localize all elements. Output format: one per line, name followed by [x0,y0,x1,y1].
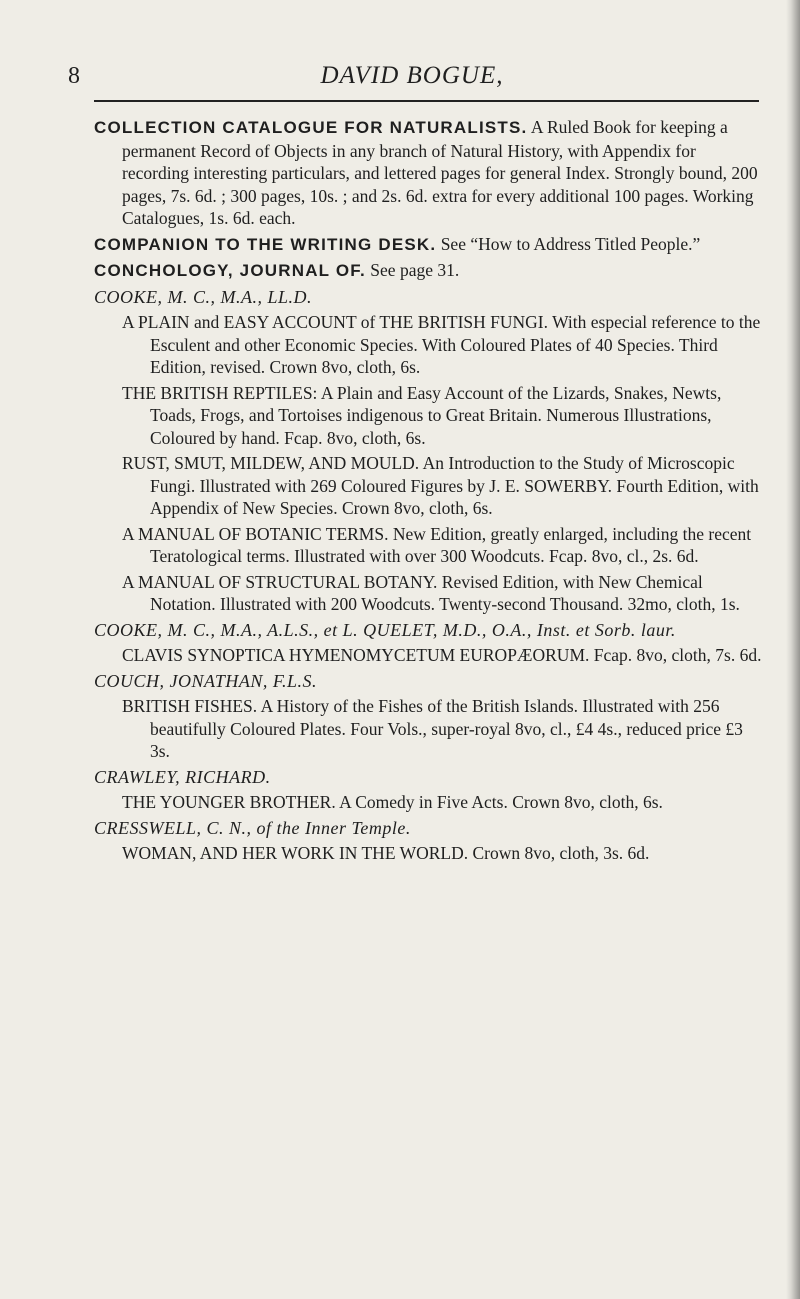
entry-description: Crown 8vo, cloth, 3s. 6d. [472,843,650,863]
entry-title: COMPANION TO THE WRITING DESK. [94,234,437,254]
entry-description: A Ruled Book for keeping a permanent Record of Objects in any branch of Natural History, with Appendix for recording interesting particulars, and lettered pages for general Index. Strongly bound, 200 pages, 7s. 6d. ; 300 pages, 10s. ; and 2s. 6d. extra for every additional 100 pages. Working Catalogues, 1s. 6d. each. [122,117,758,228]
entry-description: See page 31. [370,260,460,280]
catalogue-entry-fungi [122,311,766,379]
catalogue-entry-rust [122,452,766,520]
catalogue-entry-conchology [94,259,766,283]
header-rule [94,100,759,102]
entry-description: Fcap. 8vo, cloth, 7s. 6d. [593,645,762,665]
running-title: DAVID BOGUE, [320,62,504,89]
catalogue-entry-british-fishes [122,695,766,763]
entry-description: A History of the Fishes of the British Islands. Illustrated with 256 beautifully Coloured Plates. Four Vols., super-royal 8vo, cl., £4 4s., reduced price £3 3s. [150,696,743,761]
author-heading-cooke: COOKE, M. C., M.A., LL.D. [94,286,313,307]
entry-description: A Plain and Easy Account of the Lizards, Snakes, Newts, Toads, Frogs, and Tortoises indigenous to Great Britain. Numerous Illustrations, Coloured by hand. Fcap. 8vo, cloth, 6s. [150,382,722,448]
entry-title: CONCHOLOGY, JOURNAL OF. [94,261,366,280]
catalogue-entry-collection [94,116,766,230]
catalogue-entry-younger-brother [122,791,766,814]
catalogue-entry-clavis [122,644,766,667]
entry-description: New Edition, greatly enlarged, including the recent Teratological terms. Illustrated with over 300 Woodcuts. Fcap. 8vo, cl., 2s. 6d. [150,523,752,566]
entry-description: See “How to Address Titled People.” [440,233,701,254]
catalogue-entry-reptiles [122,382,766,450]
author-heading-couch: COUCH, JONATHAN, F.L.S. [94,670,318,691]
page-header [0,58,800,98]
catalogue-entry-companion [94,233,766,257]
entry-title: CLAVIS SYNOPTICA HYMENOMYCETUM EUROPÆORUM. [122,645,590,665]
entry-title: BRITISH FISHES. [122,696,258,716]
author-heading-crawley: CRAWLEY, RICHARD. [94,766,271,787]
entry-title: THE YOUNGER BROTHER. [122,792,336,812]
entry-title: THE BRITISH REPTILES: [122,382,318,403]
catalogue-entry-botanic-terms [122,523,766,568]
entry-title: A PLAIN and EASY ACCOUNT of THE BRITISH FUNGI. [122,312,549,332]
entry-title: A MANUAL OF STRUCTURAL BOTANY. [122,571,438,592]
entry-description: An Introduction to the Study of Microscopic Fungi. Illustrated with 269 Coloured Figures by J. E. SOWERBY. Fourth Edition, with Appendix of New Species. Crown 8vo, cloth, 6s. [150,453,759,518]
catalogue-content [94,116,766,868]
entry-title: COLLECTION CATALOGUE FOR NATURALISTS. [94,118,528,137]
catalogue-entry-structural-botany [122,571,766,616]
entry-title: RUST, SMUT, MILDEW, AND MOULD. [122,453,420,473]
page-edge-shadow [786,0,800,1299]
catalogue-entry-woman-work [122,842,766,865]
entry-description: A Comedy in Five Acts. Crown 8vo, cloth, 6s. [339,792,663,812]
author-heading-cresswell: CRESSWELL, C. N., of the Inner Temple. [94,817,411,838]
entry-title: A MANUAL OF BOTANIC TERMS. [122,523,389,544]
entry-description: Revised Edition, with New Chemical Notation. Illustrated with 200 Woodcuts. Twenty-second Thousand. 32mo, cloth, 1s. [150,571,740,614]
author-heading-cooke-quelet: COOKE, M. C., M.A., A.L.S., et L. QUELET, M.D., O.A., Inst. et Sorb. laur. [94,619,676,640]
page-number: 8 [68,63,80,89]
entry-title: WOMAN, AND HER WORK IN THE WORLD. [122,843,469,863]
entry-description: With especial reference to the Esculent and other Economic Species. With Coloured Plates of 40 Species. Third Edition, revised. Crown 8vo, cloth, 6s. [150,312,761,377]
